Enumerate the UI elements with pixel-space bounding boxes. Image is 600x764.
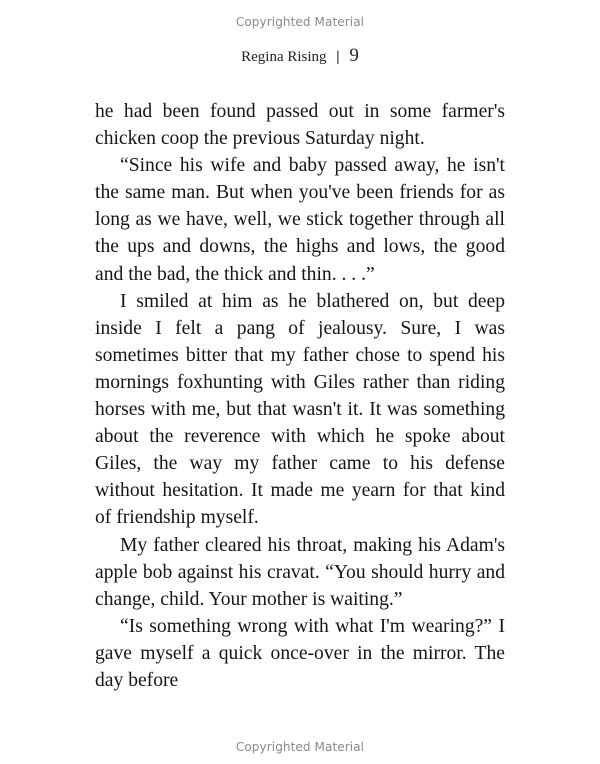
copyright-watermark-top: Copyrighted Material <box>235 15 365 29</box>
page-number: 9 <box>349 45 359 66</box>
paragraph: “Since his wife and baby passed away, he isn't the same man. But when you've been friends for as long as we have, well, we stick together through all the ups and downs, the highs and lows, the good and the bad, the thick and thin. . . .” <box>95 155 505 285</box>
paragraph-continued: he had been found passed out in some farmer's chicken coop the previous Saturday night. <box>95 101 505 150</box>
running-head <box>0 45 600 67</box>
copyright-watermark-bottom: Copyrighted Material <box>235 740 365 754</box>
header-separator: | <box>336 49 340 65</box>
paragraph: “Is something wrong with what I'm wearing?” I gave myself a quick once-over in the mirror. The day before <box>95 615 505 691</box>
page-body <box>95 98 505 694</box>
paragraph: My father cleared his throat, making his Adam's apple bob against his cravat. “You should hurry and change, child. Your mother is waiting.” <box>95 534 505 610</box>
paragraph: I smiled at him as he blathered on, but deep inside I felt a pang of jealousy. Sure, I was sometimes bitter that my father chose to spend his mornings foxhunting with Giles rather than riding horses with me, but that wasn't it. It was something about the reverence with which he spoke about Giles, the way my father came to his defense without hesitation. It made me yearn for that kind of friendship myself. <box>95 290 505 529</box>
book-title: Regina Rising <box>241 49 327 65</box>
